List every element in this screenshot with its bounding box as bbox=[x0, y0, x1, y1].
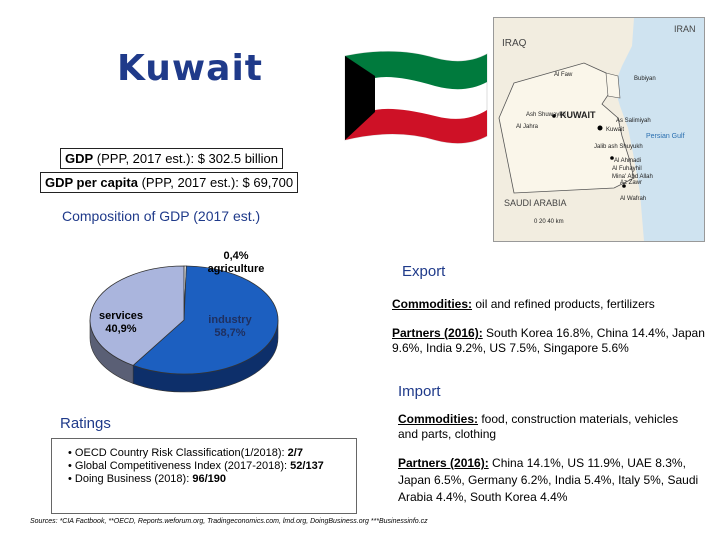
import-commodities-label: Commodities: bbox=[398, 412, 479, 426]
export-title: Export bbox=[402, 263, 446, 280]
gdp-per-capita-label: GDP per capita bbox=[45, 175, 138, 190]
rating-value: 52/137 bbox=[290, 460, 324, 472]
gdp-per-capita-line bbox=[40, 172, 298, 193]
gdp-per-capita-value: (PPP, 2017 est.): $ 69,700 bbox=[137, 175, 294, 190]
import-partners-text: China 14.1%, US 11.9%, UAE 8.3%, Japan 6.5%, Germany 6.2%, India 5.4%, Italy 5%, Saudi Arabia 4.4%, South Korea 4.4% bbox=[398, 456, 699, 504]
import-commodities bbox=[398, 412, 698, 442]
export-partners-label: Partners (2016): bbox=[392, 326, 483, 340]
ratings-title: Ratings bbox=[60, 415, 111, 432]
map-label-kuwait-city: Kuwait bbox=[606, 127, 625, 133]
import-title: Import bbox=[398, 383, 441, 400]
rating-item bbox=[68, 447, 356, 460]
composition-title: Composition of GDP (2017 est.) bbox=[62, 208, 261, 224]
pie-label-industry bbox=[198, 314, 262, 340]
gdp-label: GDP bbox=[65, 151, 94, 166]
export-commodities-text: oil and refined products, fertilizers bbox=[472, 297, 655, 311]
export-commodities bbox=[392, 297, 712, 312]
export-partners-text: South Korea 16.8%, China 14.4%, Japan 9.6%, India 9.2%, US 7.5%, Singapore 5.6% bbox=[392, 326, 705, 355]
map-scale: 0 20 40 km bbox=[534, 219, 564, 225]
map-label-jahra: Al Jahra bbox=[516, 124, 539, 130]
rating-text: Global Competitiveness Index (2017-2018): bbox=[74, 460, 291, 472]
rating-item bbox=[68, 460, 356, 473]
pie-name-agriculture: agriculture bbox=[207, 263, 265, 275]
import-partners-label: Partners (2016): bbox=[398, 456, 489, 470]
ratings-box bbox=[51, 438, 357, 514]
pie-name-industry: industry bbox=[208, 314, 252, 326]
rating-text: Doing Business (2018): bbox=[74, 473, 193, 485]
map-label-ahmadi: Al Ahmadi bbox=[614, 158, 642, 164]
ratings-list bbox=[52, 447, 356, 486]
rating-item bbox=[68, 473, 356, 486]
gdp-line bbox=[60, 148, 283, 169]
rating-value: 2/7 bbox=[287, 447, 303, 459]
map-label-zawr: Az Zawr bbox=[620, 180, 643, 186]
map-label-fuhayhil: Al Fuhayhil bbox=[612, 166, 642, 172]
pie-value-industry: 58,7% bbox=[214, 327, 246, 339]
sources-footnote: Sources: *CIA Factbook, **OECD, Reports.weforum.org, Tradingeconomics.com, lmd.org, DoingBusiness.org ***Businessinfo.cz bbox=[30, 518, 428, 525]
import-partners bbox=[398, 455, 703, 506]
pie-value-services: 40,9% bbox=[105, 323, 137, 335]
map-label-fao: Al Faw bbox=[554, 72, 573, 78]
map-label-gulf: Persian Gulf bbox=[646, 133, 685, 140]
kuwait-map bbox=[493, 17, 705, 242]
rating-value: 96/190 bbox=[192, 473, 226, 485]
map-label-shuwaykh: Ash Shuwaykh bbox=[526, 112, 566, 118]
map-label-bubiyan: Bubiyan bbox=[634, 76, 656, 82]
pie-label-services bbox=[86, 310, 156, 336]
map-label-iran: IRAN bbox=[674, 24, 696, 34]
page-title: Kuwait bbox=[117, 48, 263, 89]
map-label-kuwait: KUWAIT bbox=[560, 110, 596, 120]
pie-name-services: services bbox=[98, 310, 144, 322]
import-commodities-text: food, construction materials, vehicles and parts, clothing bbox=[398, 412, 679, 441]
gdp-value: (PPP, 2017 est.): $ 302.5 billion bbox=[93, 151, 278, 166]
map-label-salimiyah: As Salimiyah bbox=[616, 118, 651, 124]
export-partners bbox=[392, 326, 712, 356]
kuwait-flag bbox=[335, 44, 495, 150]
pie-label-agriculture bbox=[204, 250, 268, 276]
map-label-jalib: Jalib ash Shuyukh bbox=[594, 144, 643, 150]
map-label-iraq: IRAQ bbox=[502, 38, 527, 49]
map-label-wafrah: Al Wafrah bbox=[620, 196, 647, 202]
rating-text: OECD Country Risk Classification(1/2018): bbox=[74, 447, 288, 459]
map-label-mina-abd: Mina' Abd Allah bbox=[612, 174, 653, 180]
pie-value-agriculture: 0,4% bbox=[223, 250, 249, 262]
map-label-saudi: SAUDI ARABIA bbox=[504, 198, 567, 208]
export-commodities-label: Commodities: bbox=[392, 297, 473, 311]
